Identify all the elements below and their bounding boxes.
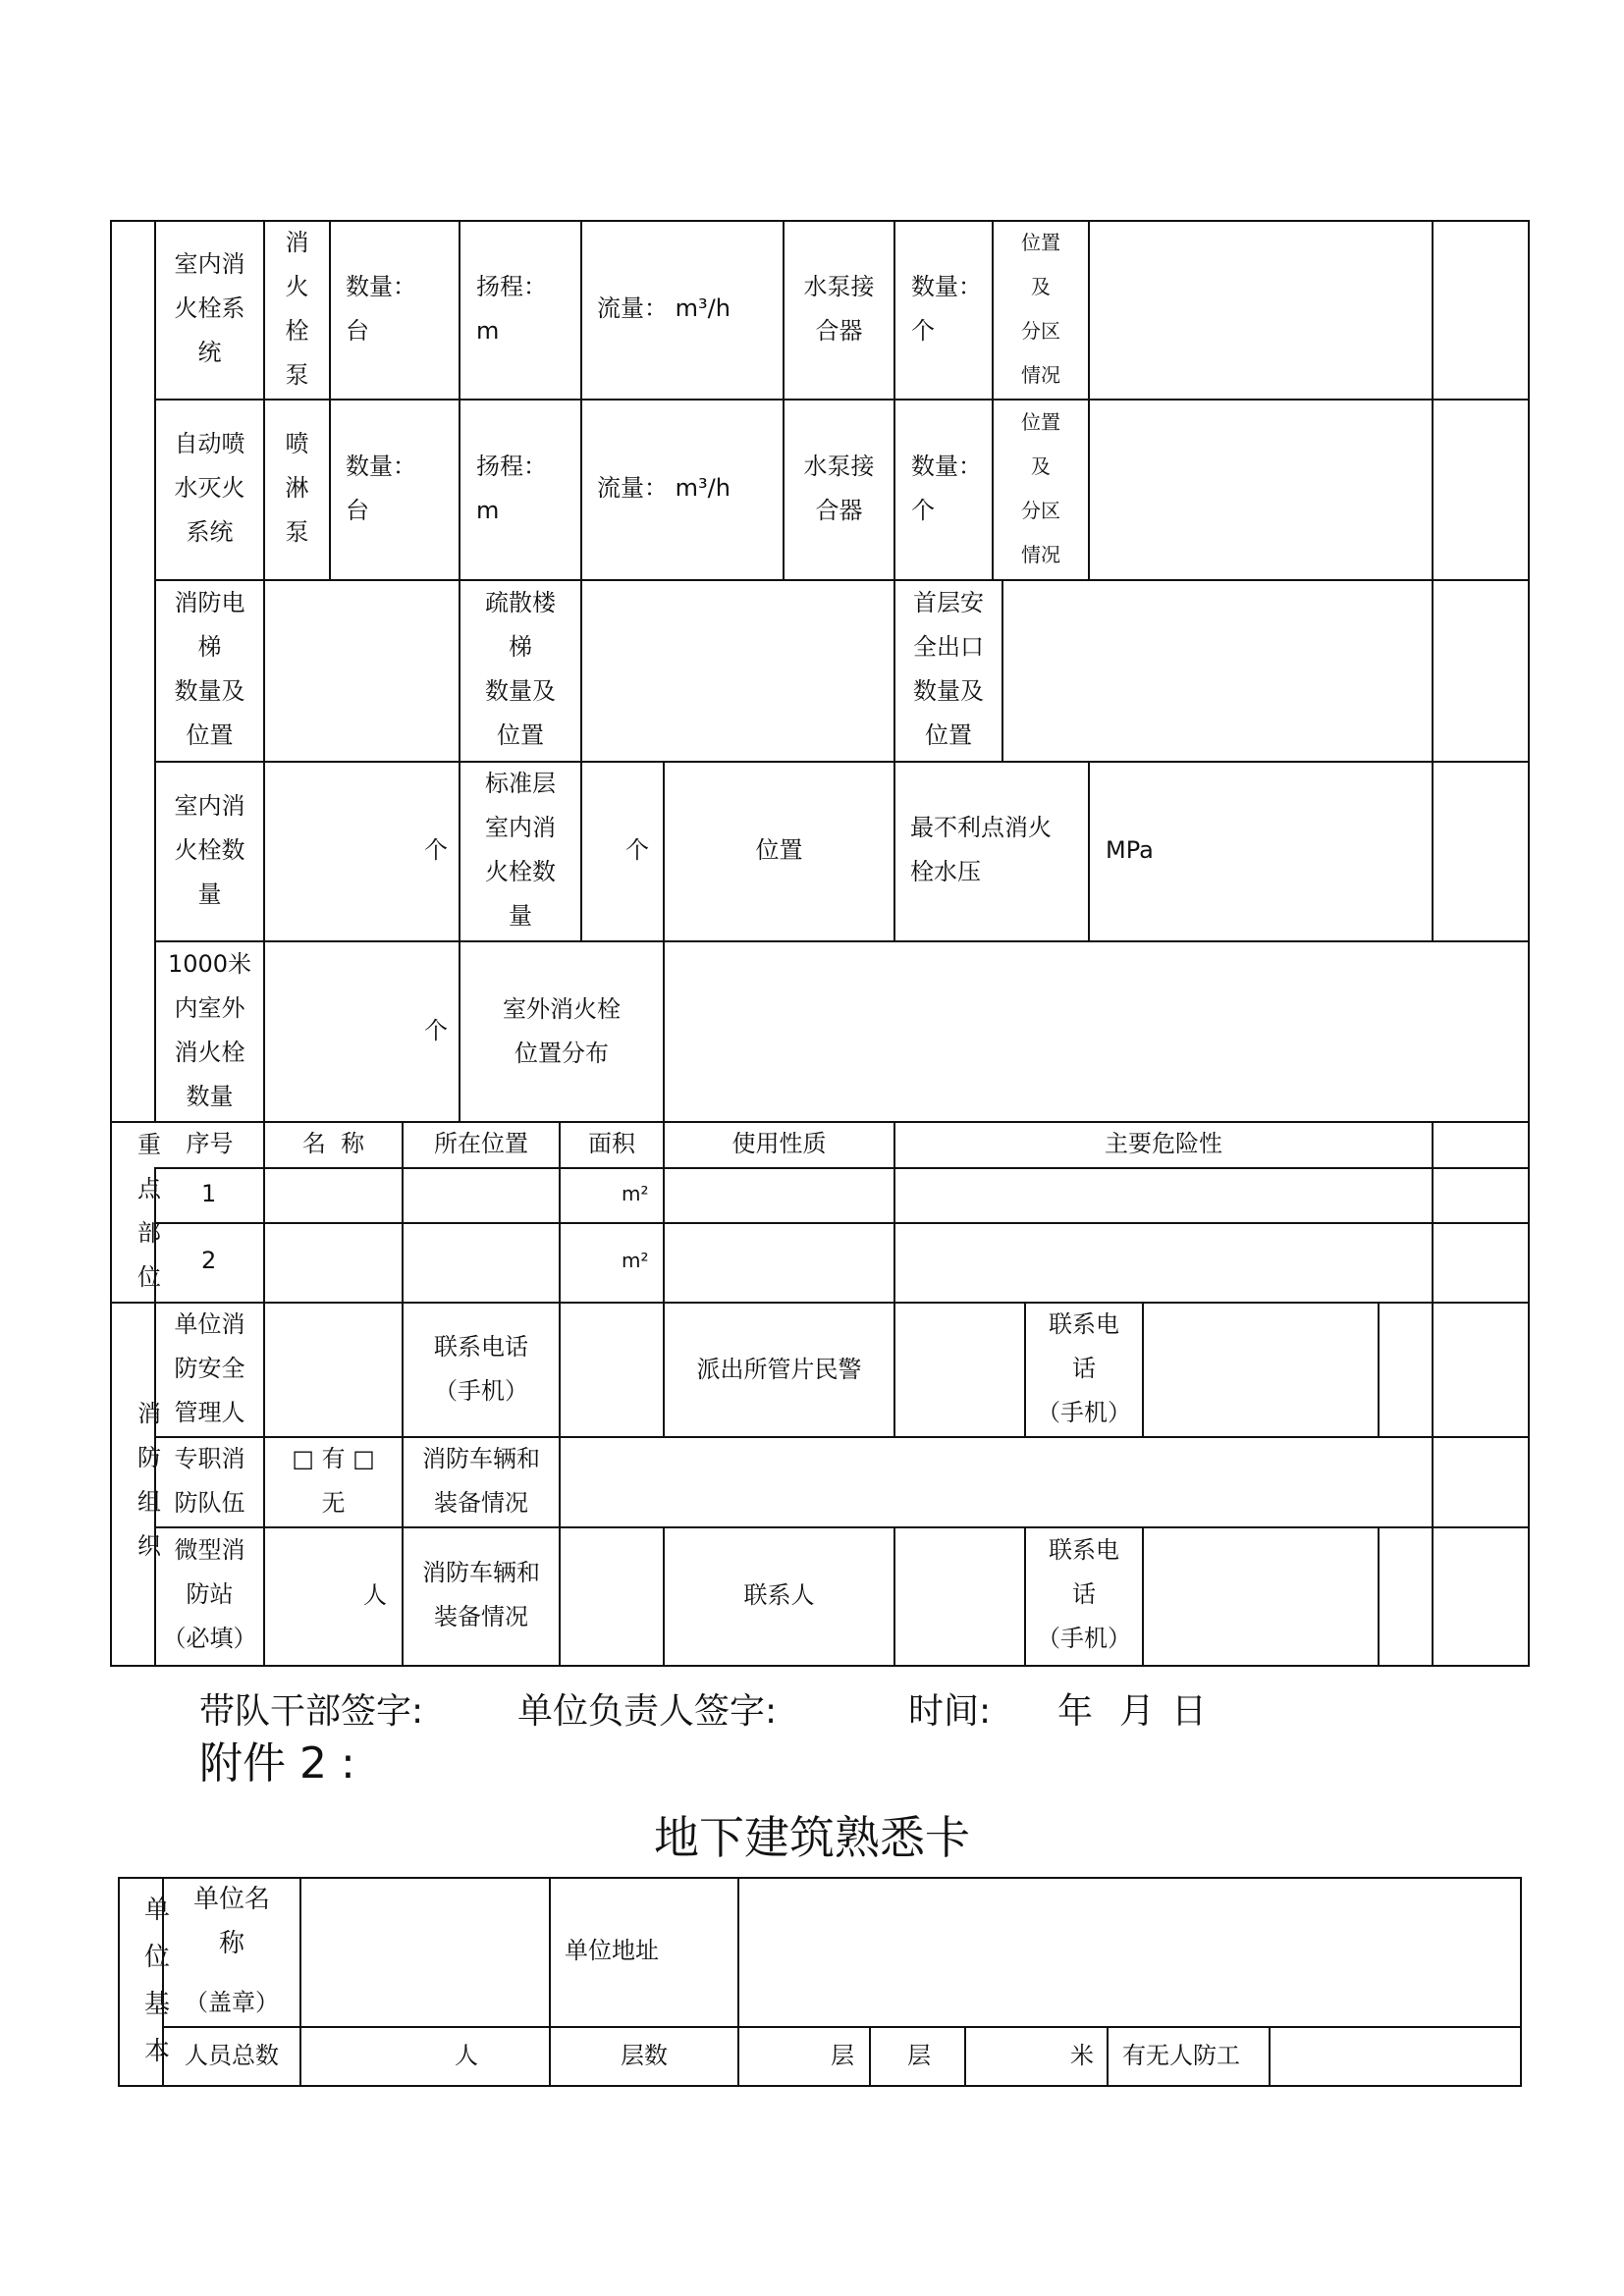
outdoor-hydrant-count-label: 1000米 内室外 消火栓 数量 — [167, 950, 252, 1110]
safety-manager-label: 单位消 防安全 管理人 — [174, 1310, 245, 1426]
outdoor-hydrant-unit: 个 — [424, 1017, 448, 1044]
seal-label: （盖章） — [185, 1989, 279, 2016]
header-serial-no: 序号 — [186, 1130, 234, 1157]
worst-point-pressure-label: 最不利点消火 栓水压 — [910, 814, 1052, 885]
pump-head-field: 扬程： m — [476, 273, 547, 345]
police-phone-label: 联系电 话 （手机） — [1037, 1310, 1131, 1426]
time-label: 时间: — [908, 1691, 992, 1732]
civil-defense-label: 有无人防工 — [1122, 2042, 1240, 2069]
pump-count-field: 数量： 台 — [346, 273, 416, 345]
header-area: 面积 — [588, 1130, 635, 1157]
owner-signature-label: 单位负责人签字: — [517, 1691, 778, 1732]
outdoor-hydrant-distribution-label: 室外消火栓 位置分布 — [503, 995, 621, 1067]
contact-phone-label: 联系电 话 （手机） — [1037, 1536, 1131, 1652]
key-part-row-1-area-unit: m² — [622, 1182, 649, 1205]
fire-elevator-label: 消防电 梯 数量及 位置 — [174, 589, 245, 749]
leader-signature-label: 带队干部签字: — [199, 1691, 424, 1732]
month-label: 月 — [1119, 1691, 1156, 1732]
sprinkler-pump-flow-field: 流量： m³/h — [597, 474, 731, 502]
police-officer-label: 派出所管片民警 — [696, 1356, 862, 1383]
day-label: 日 — [1171, 1691, 1208, 1732]
indoor-hydrant-unit: 个 — [424, 836, 448, 864]
card-title: 地下建筑熟悉卡 — [654, 1811, 970, 1864]
mini-station-label: 微型消 防站 （必填） — [162, 1536, 257, 1652]
sprinkler-adapter-count-field: 数量： 个 — [911, 453, 982, 524]
fire-org-side-label: 消 防 组 织 — [137, 1400, 161, 1560]
sprinkler-pump-count-field: 数量： 台 — [346, 453, 416, 524]
unit-name-label: 单位名 称 — [192, 1885, 270, 1958]
sprinkler-pump-label: 喷 淋 泵 — [285, 430, 309, 546]
sprinkler-location-zone-label: 位置 及 分区 情况 — [1021, 410, 1060, 566]
manager-phone-label: 联系电话 （手机） — [434, 1333, 528, 1405]
floor-unit-below: 层 — [907, 2042, 931, 2069]
team-yes-no-checkbox[interactable]: □ 有 □ 无 — [292, 1445, 375, 1517]
location-zone-label: 位置 及 分区 情况 — [1021, 231, 1060, 387]
sprinkler-system-label: 自动喷 水灭火 系统 — [174, 430, 245, 546]
pump-flow-field: 流量： m³/h — [597, 294, 731, 322]
std-floor-hydrant-label: 标准层 室内消 火栓数 量 — [485, 770, 556, 930]
key-parts-side-label: 重 点 部 位 — [137, 1131, 161, 1291]
mini-station-person-unit: 人 — [363, 1581, 387, 1609]
depth-meter-unit: 米 — [1070, 2042, 1094, 2069]
full-time-team-label: 专职消 防队伍 — [174, 1445, 245, 1517]
contact-person-label: 联系人 — [743, 1581, 815, 1609]
std-floor-hydrant-unit: 个 — [625, 836, 649, 864]
hydrant-position-label: 位置 — [755, 836, 803, 864]
team-vehicle-label: 消防车辆和 装备情况 — [422, 1445, 540, 1517]
key-part-row-2-no: 2 — [201, 1247, 217, 1274]
floor-count-label: 层数 — [621, 2042, 668, 2069]
pressure-unit: MPa — [1106, 836, 1154, 864]
key-part-row-1-no: 1 — [201, 1180, 217, 1207]
staff-total-label: 人员总数 — [185, 2042, 279, 2069]
header-name: 名 称 — [301, 1130, 365, 1157]
attachment-label: 附件 2 : — [199, 1738, 355, 1789]
ground-exit-label: 首层安 全出口 数量及 位置 — [913, 589, 984, 749]
hydrant-pump-label: 消 火 栓 泵 — [285, 229, 309, 389]
floor-unit-above: 层 — [831, 2042, 854, 2069]
key-part-row-2-area-unit: m² — [622, 1249, 649, 1272]
pump-adapter-label: 水泵接 合器 — [803, 273, 875, 345]
sprinkler-pump-head-field: 扬程： m — [476, 453, 547, 524]
sprinkler-adapter-label: 水泵接 合器 — [803, 453, 875, 524]
header-usage: 使用性质 — [731, 1130, 827, 1157]
indoor-hydrant-system-label: 室内消 火栓系 统 — [174, 250, 245, 366]
year-label: 年 — [1057, 1691, 1094, 1732]
mini-station-vehicle-label: 消防车辆和 装备情况 — [422, 1559, 540, 1630]
adapter-count-field: 数量： 个 — [911, 273, 982, 345]
underground-building-table — [118, 1877, 1522, 2087]
evacuation-stairs-label: 疏散楼 梯 数量及 位置 — [485, 589, 556, 749]
header-main-hazard: 主要危险性 — [1105, 1130, 1222, 1157]
indoor-hydrant-count-label: 室内消 火栓数 量 — [174, 792, 245, 908]
unit-basic-side-label: 单 位 基 本 — [143, 1896, 170, 2066]
staff-person-unit: 人 — [455, 2042, 478, 2069]
unit-address-label: 单位地址 — [565, 1937, 659, 1964]
header-location: 所在位置 — [434, 1130, 528, 1157]
